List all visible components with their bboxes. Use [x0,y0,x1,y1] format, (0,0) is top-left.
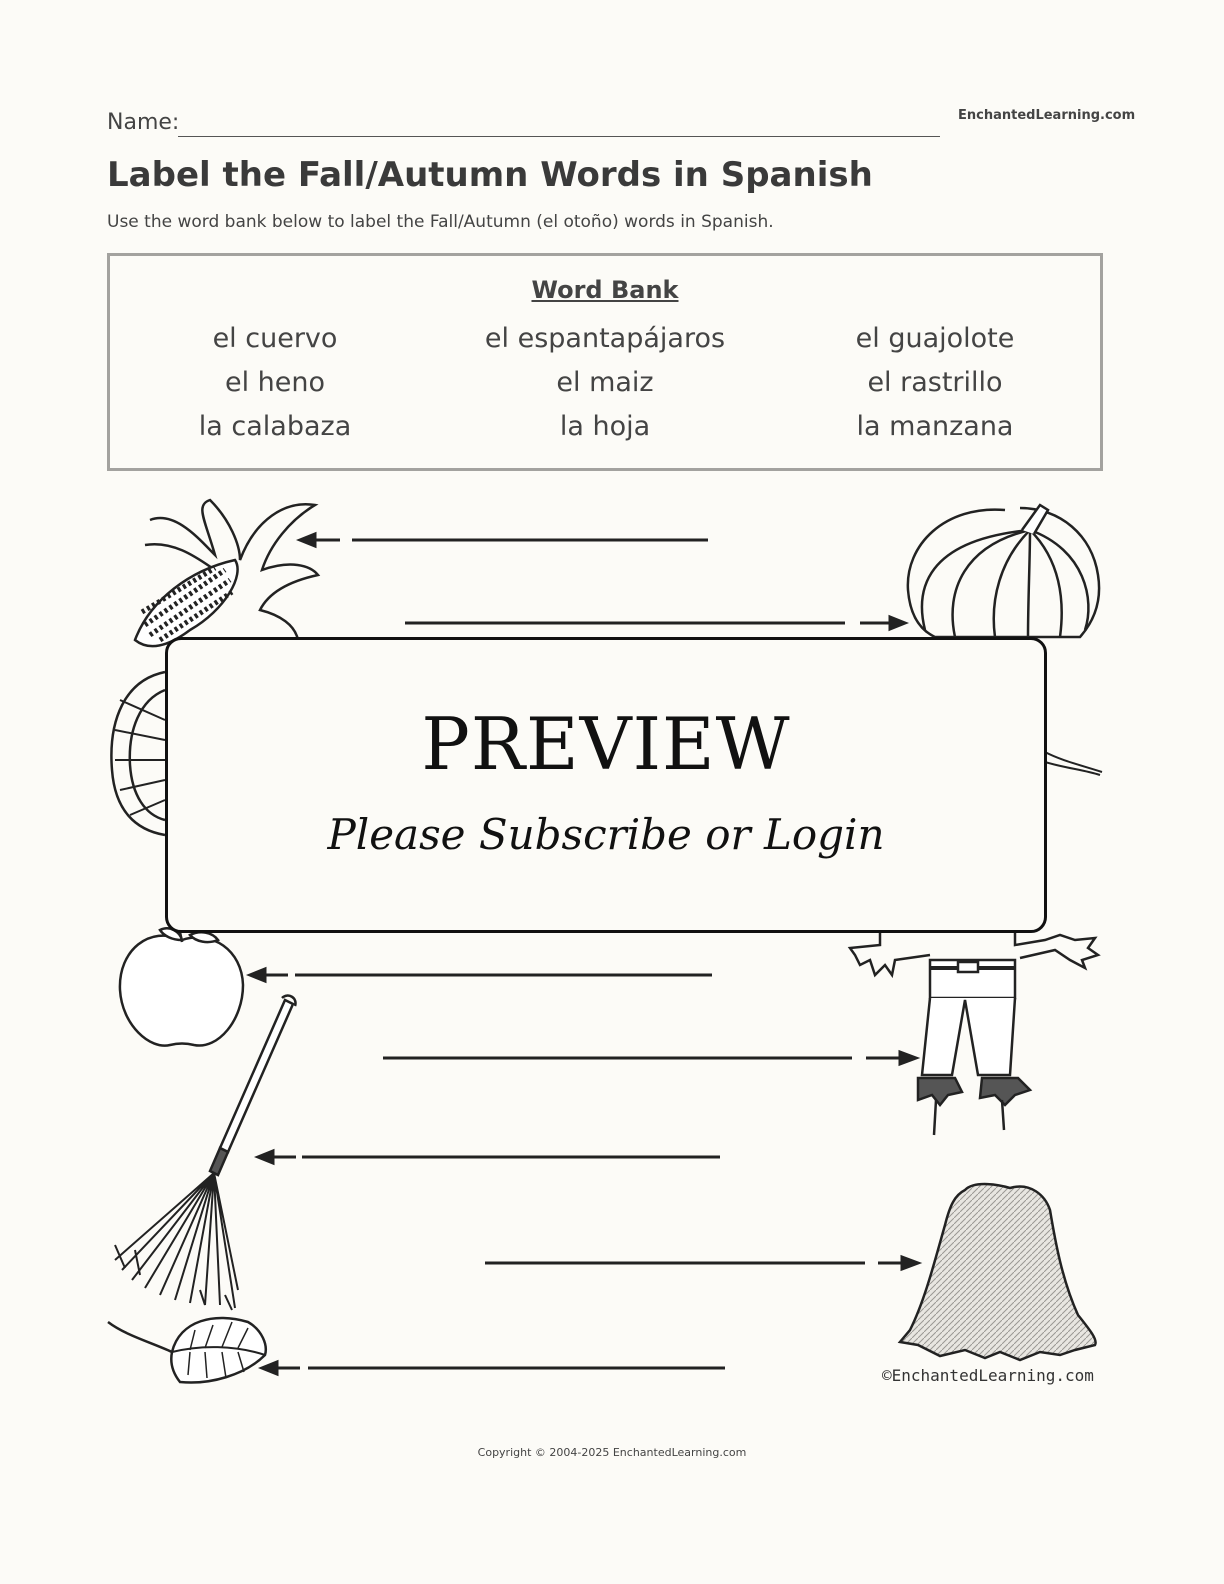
name-label: Name: [107,110,180,135]
instructions: Use the word bank below to label the Fall/Autumn (el otoño) words in Spanish. [107,212,774,232]
word-bank-word: el maiz [556,367,654,398]
preview-title: PREVIEW [421,702,791,786]
word-bank-word: la manzana [856,411,1014,442]
word-bank-word: el cuervo [212,323,338,354]
copyright-footer: Copyright © 2004-2025 EnchantedLearning.com [477,1446,747,1459]
apple-icon [120,922,243,1046]
corn-husk-icon [1045,752,1102,775]
leaf-icon [108,1318,266,1383]
page-title: Label the Fall/Autumn Words in Spanish [107,155,873,195]
word-bank-word: la calabaza [198,411,352,442]
labeling-illustration [0,480,1224,1410]
pumpkin-icon [908,505,1099,637]
word-bank [107,253,1103,471]
site-name: EnchantedLearning.com [958,108,1136,123]
word-bank-word: el heno [224,367,326,398]
haystack-icon [900,1184,1096,1360]
word-bank-title: Word Bank [531,276,679,304]
scarecrow-icon [850,930,1098,1135]
turkey-icon [111,672,165,835]
preview-overlay[interactable] [165,637,1047,933]
word-bank-word: el espantapájaros [484,323,726,354]
name-line [178,136,940,137]
word-bank-word: el guajolote [855,323,1015,354]
corn-icon [135,500,318,646]
image-credit: ©EnchantedLearning.com [882,1366,1094,1385]
subscribe-login-prompt[interactable]: Please Subscribe or Login [327,810,885,859]
word-bank-word: el rastrillo [867,367,1003,398]
word-bank-word: la hoja [559,411,651,442]
